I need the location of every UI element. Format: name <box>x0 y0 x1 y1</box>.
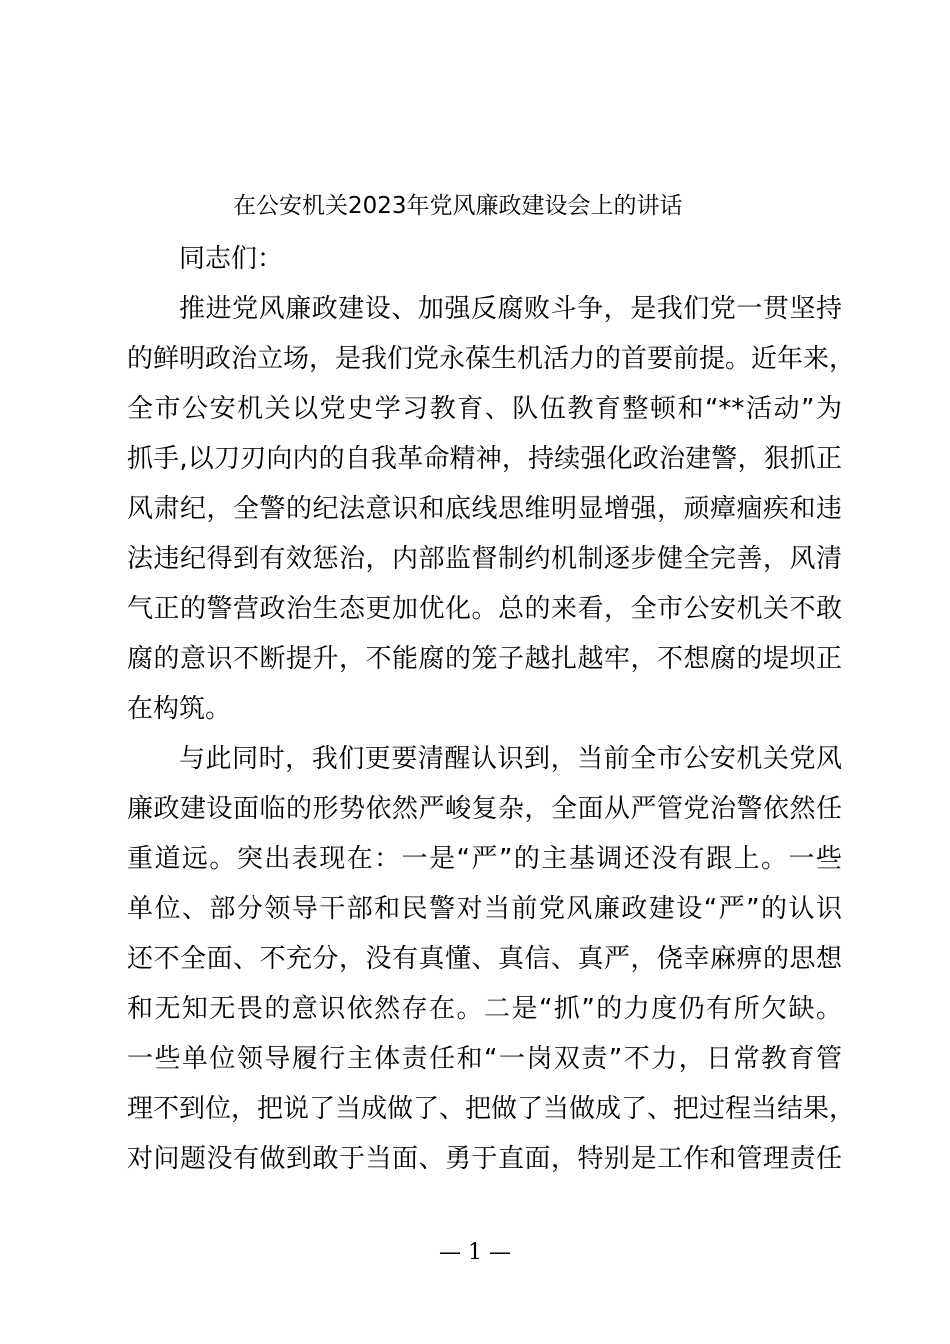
paragraph-1-line: 风肃纪，全警的纪法意识和底线思维明显增强，顽瘴痼疾和违 <box>127 494 842 524</box>
paragraph-2-line: 一些单位领导履行主体责任和“一岗双责”不力，日常教育管 <box>127 1044 842 1074</box>
paragraph-2-line: 和无知无畏的意识依然存在。二是“抓”的力度仍有所欠缺。 <box>127 994 842 1024</box>
document-body <box>127 234 856 1184</box>
paragraph-2-line: 重道远。突出表现在：一是“严”的主基调还没有跟上。一些 <box>127 844 842 874</box>
paragraph-1-line: 在构筑。 <box>127 694 232 724</box>
document-title: 在公安机关2023年党风廉政建设会上的讲话 <box>233 193 683 219</box>
paragraph-2-line: 单位、部分领导干部和民警对当前党风廉政建设“严”的认识 <box>127 894 842 924</box>
paragraph-1-line: 腐的意识不断提升，不能腐的笼子越扎越牢，不想腐的堤坝正 <box>127 644 842 674</box>
paragraph-2-line: 与此同时，我们更要清醒认识到，当前全市公安机关党风 <box>179 744 842 774</box>
paragraph-2-line: 对问题没有做到敢于当面、勇于直面，特别是工作和管理责任 <box>127 1144 842 1174</box>
paragraph-2-line: 还不全面、不充分，没有真懂、真信、真严，侥幸麻痹的思想 <box>127 944 842 974</box>
paragraph-1-line: 推进党风廉政建设、加强反腐败斗争，是我们党一贯坚持 <box>179 294 842 324</box>
salutation-line: 同志们： <box>179 244 284 274</box>
paragraph-2-line: 廉政建设面临的形势依然严峻复杂，全面从严管党治警依然任 <box>127 794 842 824</box>
paragraph-1-line: 的鲜明政治立场，是我们党永葆生机活力的首要前提。近年来， <box>127 344 856 374</box>
paragraph-1-line: 全市公安机关以党史学习教育、队伍教育整顿和“**活动”为 <box>127 394 842 424</box>
page-number: — 1 — <box>439 1240 511 1265</box>
paragraph-2-line: 理不到位，把说了当成做了、把做了当做成了、把过程当结果， <box>127 1094 856 1124</box>
paragraph-1-line: 法违纪得到有效惩治，内部监督制约机制逐步健全完善，风清 <box>127 544 842 574</box>
paragraph-1-line: 抓手,以刀刃向内的自我革命精神，持续强化政治建警，狠抓正 <box>127 444 842 474</box>
paragraph-1-line: 气正的警营政治生态更加优化。总的来看，全市公安机关不敢 <box>127 594 842 624</box>
